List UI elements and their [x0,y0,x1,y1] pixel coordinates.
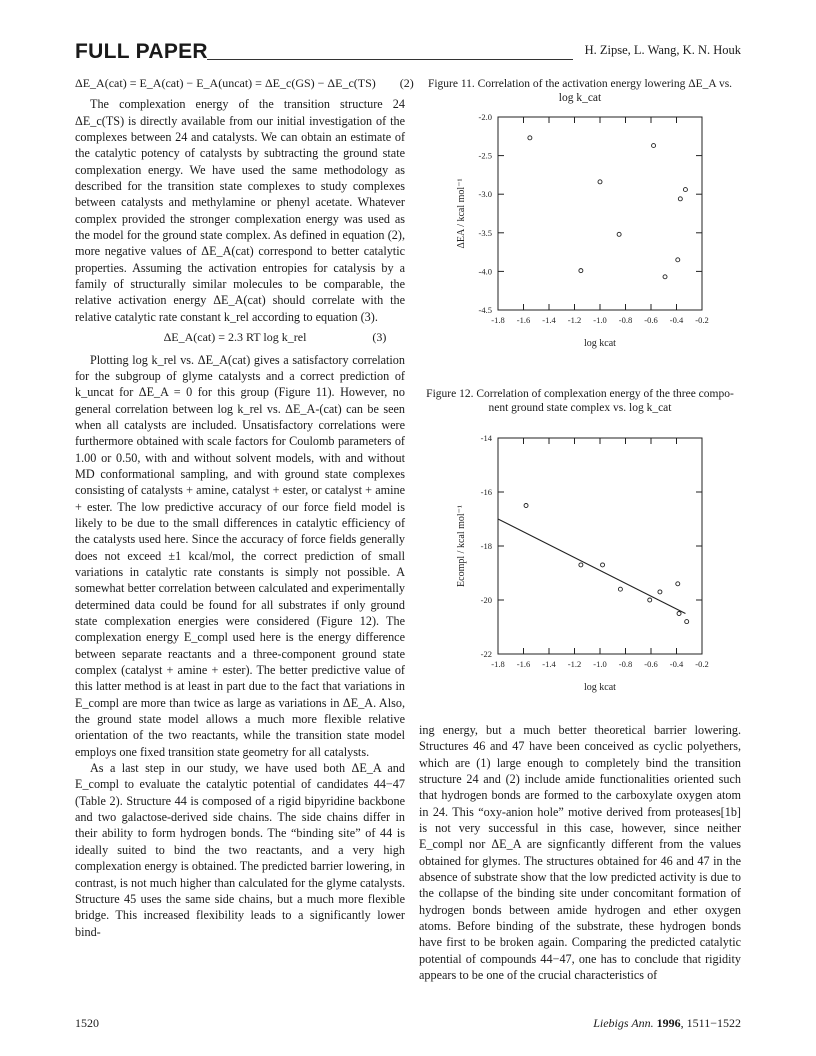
data-point [601,563,605,567]
y-tick-label: -4.0 [478,266,492,277]
data-point [676,582,680,586]
x-tick-label: -0.6 [644,659,658,669]
data-point [652,144,656,148]
page-header [75,40,741,68]
y-tick-label: -20 [480,595,492,605]
y-tick-label: -2.5 [478,150,492,161]
y-axis-label: ΔEA / kcal mol⁻¹ [456,178,467,249]
header-rule [207,59,573,60]
x-tick-label: -0.2 [695,315,709,325]
data-point [648,598,652,602]
fit-line [498,519,685,614]
paragraph-complexation: The complexation energy of the transition structure 24 ΔE_c(TS) is directly available from our initial investigation of the complexes between 24 and catalysts. We can obtain an estimate of the catalytic potency of catalysts by subtracting the ground state complexation energy. We have used the same methodology as described for the transition state complexes to study complexes between catalysts and methylamine or phenyl acetate. Whatever complex provided the stronger complexation energy was used as the model for the ground state complex. As defined in equation (2), more negative values of ΔE_A(cat) correspond to better catalytic properties. Assuming the activation entropies for catalysis by a family of structurally similar molecules to be comparable, the relative activation energy ΔE_A(cat) should correlate with the relative catalytic rate constant k_rel according to equation (3). [75,97,405,324]
data-point [658,590,662,594]
y-tick-label: -3.0 [478,189,492,200]
x-tick-label: -1.6 [516,659,531,669]
y-tick-label: -2.0 [478,112,492,122]
data-point [677,612,681,616]
equation-3-number: (3) [372,330,387,345]
data-point [617,232,621,236]
x-tick-label: -1.8 [491,659,505,669]
article-type-label: FULL PAPER [75,40,208,63]
right-column-text [419,722,741,984]
paragraph-plotting: Plotting log k_rel vs. ΔE_A(cat) gives a satisfactory correlation for the subgroup of glyme catalysts and a correct prediction of k_uncat for ΔE_A = 0 for this group (Figure 11). However, no general correlation between log k_rel vs. ΔE_A-(cat) can be seen when all catalysts are included. Unsatisfactory correlations were furthermore obtained with scale factors for Coulomb parameters of 1.00 or 0.50, with and without solvent models, with and without MD conformational sampling, and with ground state complexes consisting of catalysts + amine, catalyst + ester, or catalyst + amine + ester. The low predictive accuracy of our force field model is likely to be due to the small differences in catalytic efficiency of the catalysts used here. Since the accuracy of force fields generally does not exceed ±1 kcal/mol, the correct prediction of small variations in catalytic rate constants is simply not possible. A somewhat better correlation between calculated and experimentally determined data could be found for all substrates if only ground state complexation energies were considered (Figure 12). The complexation energy E_compl used here is the energy difference between separate reactants and a three-component ground state complex (catalyst + amine + ester). The better predictive value of this latter method is at least in part due to the fact that variations in E_compl are more than twice as large as variations in ΔE_A. Also, the ground state model allows a much more flexible relative orientation of the two reactants, while the transition state model employs one fixed transition state geometry for all catalysts. [75,352,405,759]
data-point [524,504,528,508]
x-tick-label: -0.8 [618,315,633,325]
figure-12 [419,388,741,700]
y-tick-label: -3.5 [478,227,492,238]
y-tick-label: -22 [480,649,492,659]
header-authors: H. Zipse, L. Wang, K. N. Houk [584,43,741,57]
journal-pages: , 1511−1522 [680,1016,741,1030]
x-tick-label: -0.4 [669,315,684,325]
x-axis-label: log kcat [584,682,616,693]
figure-11 [419,78,741,350]
figure-12-caption [419,388,741,415]
data-point [618,587,622,591]
paragraph-last-step: As a last step in our study, we have used both ΔE_A and E_compl to evaluate the catalytic potential of candidates 44−47 (Table 2). Structure 44 is composed of a rigid bipyridine backbone and two galactose-derived side chains. The side chains differ in their ability to form hydrogen bonds. The “binding site” of 44 is ideally suited to bind the two reactants, and a very high complexation energy is obtained. The predicted barrier lowering, in contrast, is not much higher than calculated for the glyme catalysts. Structure 45 uses the same side chains, but a much more flexible bridge. This increased flexibility leads to a significantly lower bind- [75,761,405,939]
x-tick-label: -1.0 [593,659,607,669]
data-point [528,136,532,140]
x-tick-label: -1.0 [593,315,607,325]
figure-12-caption-line1: Figure 12. Correlation of complexation energy of the three compo- [426,388,734,400]
x-tick-label: -1.2 [567,659,582,669]
left-column [75,75,414,940]
equation-2-text: ΔE_A(cat) = E_A(cat) − E_A(uncat) = ΔE_c(GS) − ΔE_c(TS) [75,76,376,90]
figure-11-caption-line1: Figure 11. Correlation of the activation energy lowering ΔE_A vs. [427,78,733,90]
figure-11-chart [419,105,741,350]
data-point [598,180,602,184]
y-tick-label: -16 [480,487,492,497]
journal-citation [593,1016,741,1031]
plot-frame [498,438,702,654]
figure-11-caption-line2: log k_cat [558,91,602,104]
data-point [683,188,687,192]
data-point [579,563,583,567]
data-point [678,197,682,201]
data-point [663,275,667,279]
x-tick-label: -0.4 [669,659,684,669]
data-point [676,258,680,262]
figure-12-chart [419,415,741,700]
x-tick-label: -1.4 [542,315,556,325]
journal-name: Liebigs Ann. [593,1016,654,1030]
x-tick-label: -1.8 [491,315,505,325]
y-tick-label: -18 [480,541,492,551]
data-point [579,269,583,273]
page-number: 1520 [75,1016,99,1030]
x-tick-label: -1.4 [542,659,556,669]
x-tick-label: -0.2 [695,659,709,669]
equation-2 [75,75,414,91]
x-tick-label: -0.8 [618,659,633,669]
equation-3 [75,329,405,345]
journal-year: 1996 [656,1016,681,1030]
y-axis-label: Ecompl / kcal mol⁻¹ [456,505,467,587]
x-axis-label: log kcat [584,338,616,349]
y-tick-label: -14 [480,433,492,443]
x-tick-label: -0.6 [644,315,658,325]
equation-3-text: ΔE_A(cat) = 2.3 RT log k_rel [163,330,307,345]
data-point [685,620,689,624]
y-tick-label: -4.5 [478,305,492,315]
plot-frame [498,117,702,310]
figure-11-caption [419,78,741,105]
equation-2-number: (2) [399,76,414,90]
figure-12-caption-line2: nent ground state complex vs. log k_cat [488,401,672,414]
paragraph-binding: ing energy, but a much better theoretical barrier lowering. Structures 46 and 47 have been conceived as cyclic polyethers, which are (1) large enough to completely bind the transition structure 24 and (2) include amide functionalities oriented such that hydrogen bonds are formed to the carboxylate oxygen atom in 24. This “oxy-anion hole” motive derived from proteases[1b] is not very successful in this case, however, since neither E_compl nor ΔE_A are signficantly different from the values obtained for glymes. The structures obtained for 46 and 47 in the absence of substrate show that the low predicted activity is due to the collapse of the binding site under concomitant formation of hydrogen bonds between amide hydrogen and ether oxygen atoms. Before binding of the substrate, these hydrogen bonds have first to be broken again. Comparing the predicted catalytic potential of compounds 44−47, one has to conclude that rigidity appears to be one of the crucial characteristics of [419,723,741,983]
x-tick-label: -1.6 [516,315,531,325]
x-tick-label: -1.2 [567,315,582,325]
